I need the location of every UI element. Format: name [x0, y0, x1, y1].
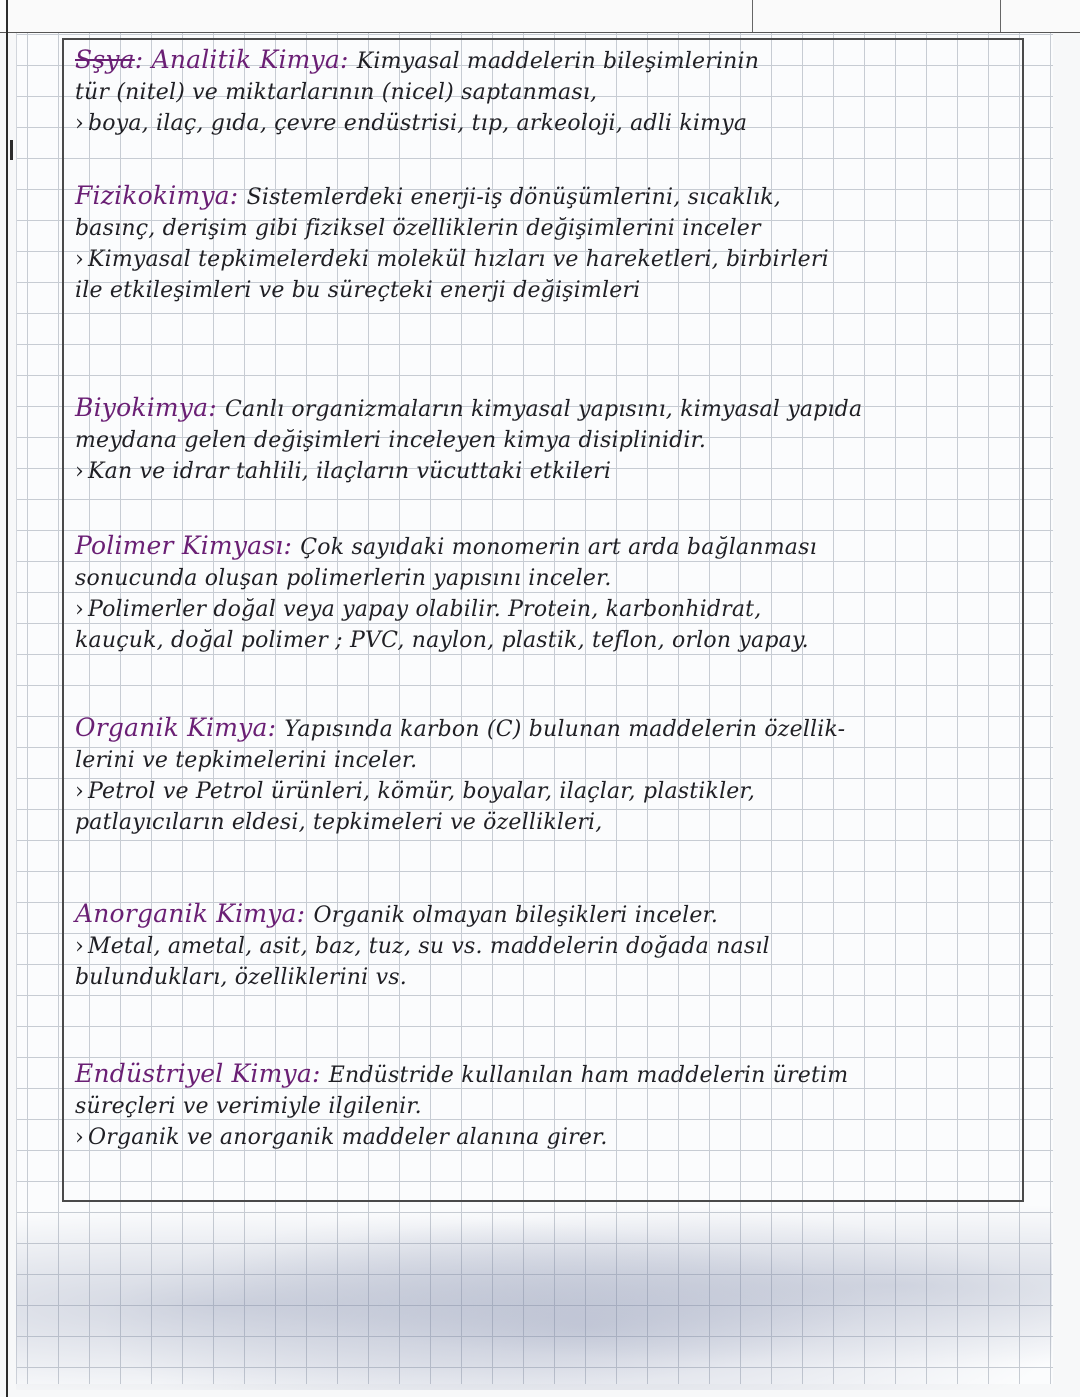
section-text: tür (nitel) ve miktarlarının (nicel) saptanması,: [75, 80, 598, 105]
bullet-continuation: ile etkileşimleri ve bu süreçteki enerji değişimleri: [75, 278, 641, 303]
section-text: Çok sayıdaki monomerin art arda bağlanması: [300, 535, 817, 560]
section-analitik-kimya: Sşya: Analitik Kimya: Kimyasal maddelerin bileşimlerinin tür (nitel) ve miktarlarının (nicel) saptanması, › boya, ilaç, gıda, çevre endüstrisi, tıp, arkeoloji, adli kimya: [75, 44, 1005, 139]
section-title: Endüstriyel Kimya: [75, 1059, 312, 1088]
arrow-icon: ›: [75, 934, 84, 959]
section-title: Organik Kimya: [75, 713, 268, 742]
section-text: sonucunda oluşan polimerlerin yapısını inceler.: [75, 566, 612, 591]
arrow-icon: ›: [75, 247, 84, 272]
section-text: Sistemlerdeki enerji-iş dönüşümlerini, sıcaklık,: [246, 185, 781, 210]
section-text: Organik olmayan bileşikleri inceler.: [313, 903, 719, 928]
bullet-continuation: kauçuk, doğal polimer ; PVC, naylon, plastik, teflon, orlon yapay.: [75, 628, 809, 653]
section-text: süreçleri ve verimiyle ilgilenir.: [75, 1094, 422, 1119]
bullet-item: › Kimyasal tepkimelerdeki molekül hızları ve hareketleri, birbirleri: [75, 247, 829, 272]
arrow-icon: ›: [75, 597, 84, 622]
section-text: lerini ve tepkimelerini inceler.: [75, 748, 418, 773]
previous-page-edge: [0, 0, 1080, 33]
section-anorganik-kimya: Anorganik Kimya: Organik olmayan bileşikleri inceler. › Metal, ametal, asit, baz, tuz, su vs. maddelerin doğada nasıl bulundukları, özelliklerini vs.: [75, 898, 1005, 993]
bullet-item: › Petrol ve Petrol ürünleri, kömür, boyalar, ilaçlar, plastikler,: [75, 779, 756, 804]
section-title: Polimer Kimyası: [75, 531, 284, 560]
section-text: Kimyasal maddelerin bileşimlerinin: [356, 49, 760, 74]
bullet-item: › Organik ve anorganik maddeler alanına girer.: [75, 1125, 608, 1150]
bullet-continuation: bulundukları, özelliklerini vs.: [75, 965, 407, 990]
section-title: Biyokimya: [75, 393, 209, 422]
arrow-icon: ›: [75, 111, 84, 136]
section-text: meydana gelen değişimleri inceleyen kimya disiplinidir.: [75, 428, 707, 453]
bullet-item: › Metal, ametal, asit, baz, tuz, su vs. maddelerin doğada nasıl: [75, 934, 770, 959]
section-polimer-kimyasi: Polimer Kimyası: Çok sayıdaki monomerin art arda bağlanması sonucunda oluşan polimerlerin yapısını inceler. › Polimerler doğal veya yapay olabilir. Protein, karbonhidrat, kauçuk, doğal polimer ; PVC, naylon, plastik, teflon, orlon yapay.: [75, 530, 1005, 656]
arrow-icon: ›: [75, 779, 84, 804]
arrow-icon: ›: [75, 1125, 84, 1150]
section-text: basınç, derişim gibi fiziksel özelliklerin değişimlerini inceler: [75, 216, 761, 241]
ink-smudge: [16, 1180, 1052, 1390]
section-fizikokimya: Fizikokimya: Sistemlerdeki enerji-iş dönüşümlerini, sıcaklık, basınç, derişim gibi fiziksel özelliklerin değişimlerini inceler › Kimyasal tepkimelerdeki molekül hızları ve hareketleri, birbirleri ile etkileşimleri ve bu süreçteki enerji değişimleri: [75, 180, 1005, 306]
page-binding-edge: [6, 0, 8, 1397]
bullet-item: › boya, ilaç, gıda, çevre endüstrisi, tıp, arkeoloji, adli kimya: [75, 111, 748, 136]
page-binding-mark: [10, 140, 13, 160]
section-biyokimya: Biyokimya: Canlı organizmaların kimyasal yapısını, kimyasal yapıda meydana gelen değişimleri inceleyen kimya disiplinidir. › Kan ve idrar tahlili, ilaçların vücuttaki etkileri: [75, 392, 1005, 487]
bullet-item: › Polimerler doğal veya yapay olabilir. Protein, karbonhidrat,: [75, 597, 762, 622]
bullet-continuation: patlayıcıların eldesi, tepkimeleri ve özellikleri,: [75, 810, 603, 835]
struck-prefix: Sşya: [75, 45, 135, 74]
section-text: Endüstride kullanılan ham maddelerin üretim: [328, 1063, 849, 1088]
section-text: Yapısında karbon (C) bulunan maddelerin özellik-: [284, 717, 846, 742]
section-title: Analitik Kimya: [151, 45, 340, 74]
section-title: Fizikokimya: [75, 181, 230, 210]
section-organik-kimya: Organik Kimya: Yapısında karbon (C) bulunan maddelerin özellik- lerini ve tepkimelerini inceler. › Petrol ve Petrol ürünleri, kömür, boyalar, ilaçlar, plastikler, patlayıcıların eldesi, tepkimeleri ve özellikleri,: [75, 712, 1005, 838]
bullet-item: › Kan ve idrar tahlili, ilaçların vücuttaki etkileri: [75, 459, 612, 484]
arrow-icon: ›: [75, 459, 84, 484]
section-title: Anorganik Kimya: [75, 899, 297, 928]
section-endustriyel-kimya: Endüstriyel Kimya: Endüstride kullanılan ham maddelerin üretim süreçleri ve verimiyle ilgilenir. › Organik ve anorganik maddeler alanına girer.: [75, 1058, 1005, 1153]
section-text: Canlı organizmaların kimyasal yapısını, kimyasal yapıda: [225, 397, 863, 422]
